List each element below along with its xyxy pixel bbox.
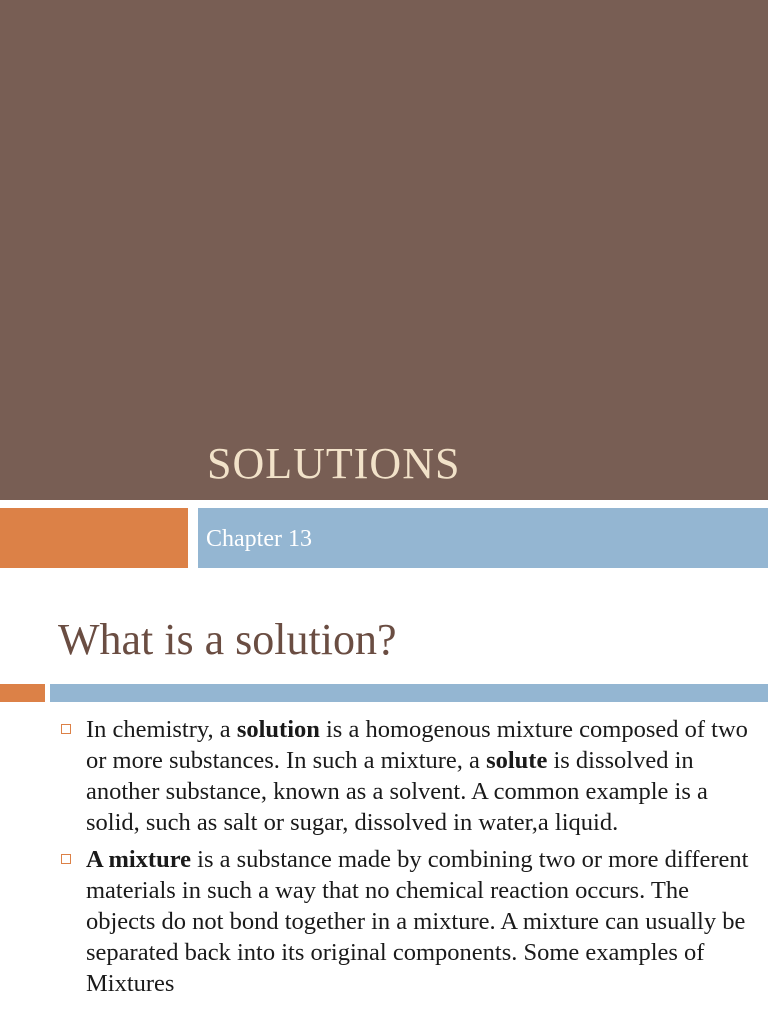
hollow-square-bullet-icon [61, 724, 71, 734]
bullet-item [60, 844, 750, 999]
text-run: In chemistry, a [86, 716, 237, 743]
content-slide-title: What is a solution? [58, 615, 397, 664]
hollow-square-bullet-icon [61, 854, 71, 864]
bullet-list [60, 714, 750, 1005]
bold-term-mixture: A mixture [86, 846, 192, 873]
title-slide-background [0, 0, 768, 500]
content-accent-bar-blue [50, 684, 768, 702]
slide-title: SOLUTIONS [207, 439, 461, 488]
text-run: is a homogenous mixture composed of two or more substances. In such a mixture, a [86, 716, 748, 774]
text-run: is a substance made by combining two or more different materials in such a way that no chemical reaction occurs. The objects do not bond together in a mixture. A mixture can usually be separated back into its original components. Some examples of Mixtures [86, 846, 749, 997]
bullet-text [86, 846, 749, 997]
slide-subtitle: Chapter 13 [206, 526, 312, 552]
accent-bar-orange [0, 508, 188, 568]
text-run: is dissolved in another substance, known as a solvent. A common example is a solid, such as salt or sugar, dissolved in water,a liquid. [86, 747, 708, 836]
content-accent-bar-orange [0, 684, 45, 702]
bullet-item [60, 714, 750, 838]
bold-term-solute: solute [486, 747, 548, 774]
bold-term-solution: solution [236, 716, 320, 743]
bullet-text [86, 716, 748, 836]
